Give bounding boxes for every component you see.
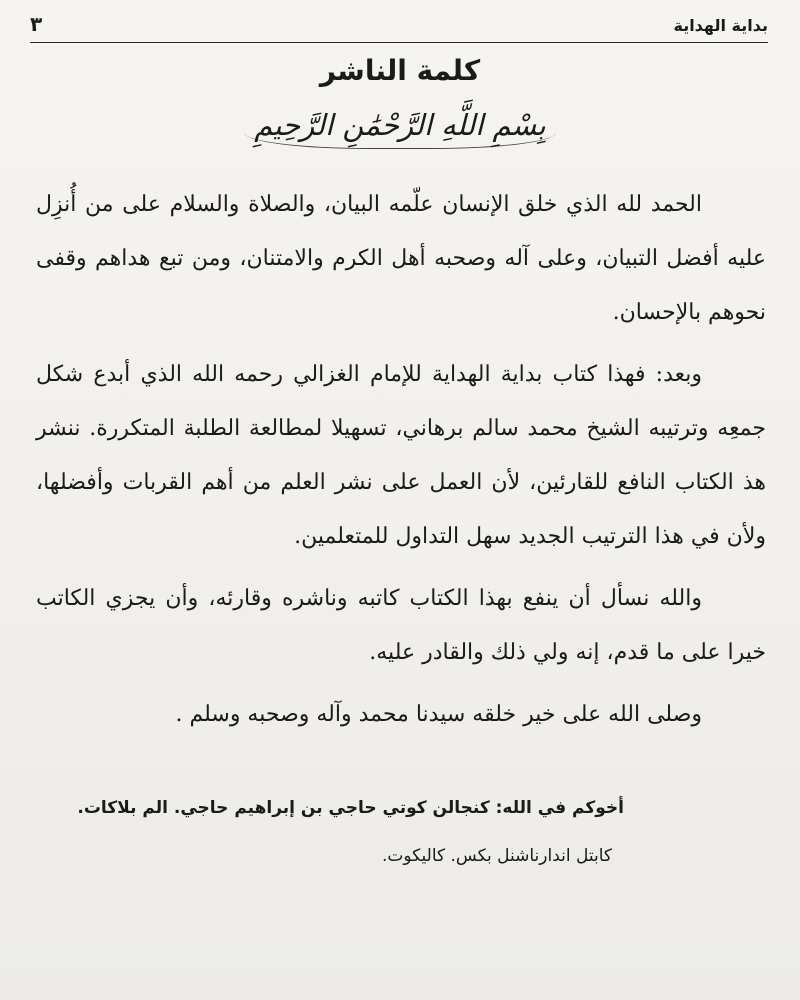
paragraph-4: وصلى الله على خير خلقه سيدنا محمد وآله وصحبه وسلم . — [175, 702, 702, 727]
page-number: ٣ — [30, 12, 43, 36]
paragraph-1: الحمد لله الذي خلق الإنسان علّمه البيان، والصلاة والسلام على من أُنزِل عليه أفضل التبيان، وعلى آله وصحبه أهل الكرم والامتنان، ومن تبع هداهم وقفى نحوهم بالإحسان. — [36, 192, 766, 325]
signature-line-1: أخوكم في الله: كنجالن كوتي حاجي بن إبراهيم حاجي. الم بلاكات. — [77, 798, 624, 818]
page-header — [30, 6, 768, 43]
paragraph-2: وبعد: فهذا كتاب بداية الهداية للإمام الغزالي رحمه الله الذي أبدع شكل جمعِه وترتيبه الشيخ محمد سالم برهاني، تسهيلا لمطالعة الطلبة المتكررة. ننشر هذ الكتاب النافع للقارئين، لأن العمل على نشر العلم من أهم القربات وأفضلها، ولأن في هذا الترتيب الجديد سهل التداول للمتعلمين. — [36, 362, 766, 549]
running-head: بداية الهداية — [673, 16, 768, 35]
paragraph-3: والله نسأل أن ينفع بهذا الكتاب كاتبه وناشره وقارئه، وأن يجزي الكاتب خيرا على ما قدم، إنه ولي ذلك والقادر عليه. — [36, 586, 766, 665]
signature-line-2: كابتل اندارناشنل بكس. كاليكوت. — [381, 846, 612, 866]
basmala — [0, 108, 800, 149]
signature-block — [36, 784, 624, 880]
page-title: كلمة الناشر — [319, 54, 481, 87]
basmala-text: بِسْمِ اللَّهِ الرَّحْمَٰنِ الرَّحِيمِ — [244, 108, 555, 149]
body-text — [36, 178, 766, 750]
